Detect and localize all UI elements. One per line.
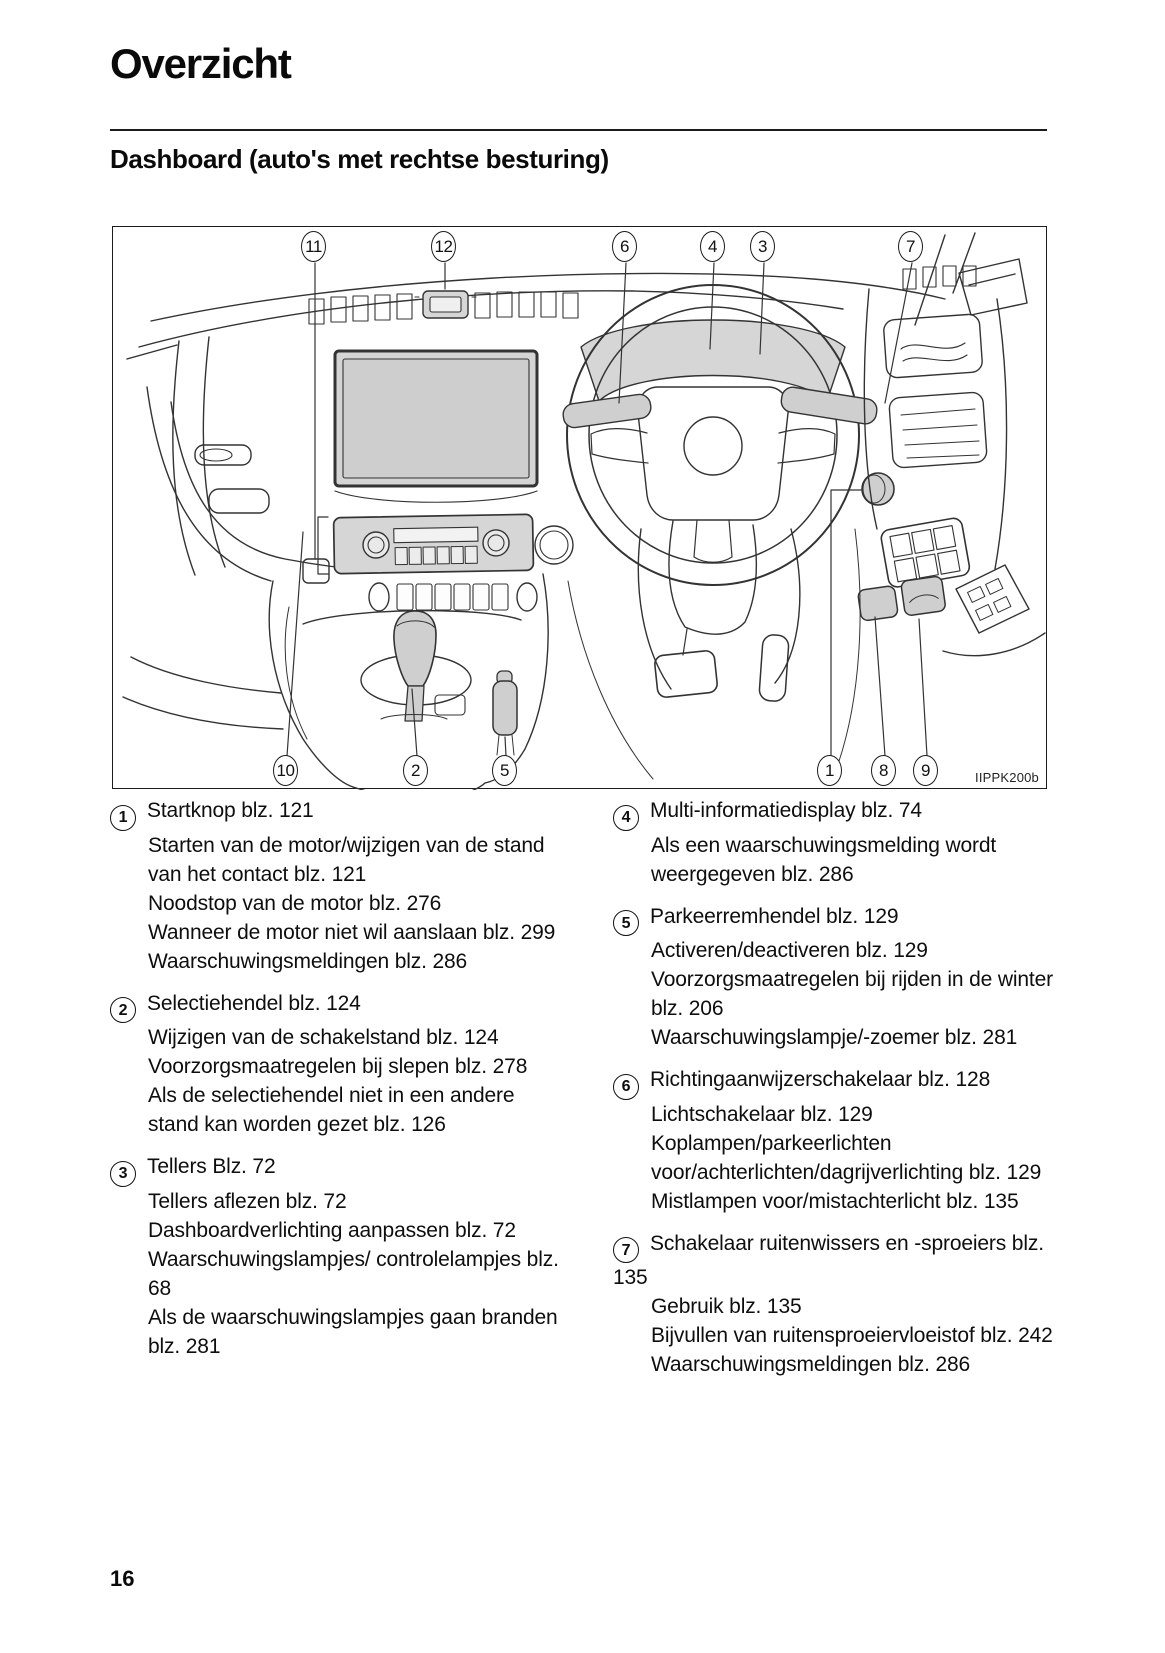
callout-label: 5	[500, 760, 509, 780]
switch-row	[369, 583, 537, 611]
callout-label: 8	[879, 760, 888, 780]
callout-3	[750, 231, 775, 262]
callout-4	[700, 231, 725, 262]
item-number-badge: 4	[613, 805, 639, 831]
right-vents	[864, 289, 1006, 569]
callout-label: 12	[434, 236, 453, 256]
defroster-grid-right	[475, 292, 578, 318]
item-subentry: Als een waarschuwingsmelding wordt weergegeven blz. 286	[651, 833, 997, 886]
item-subentry: Als de selectiehendel niet in een andere stand kan worden gezet blz. 126	[148, 1084, 515, 1136]
item-title: Richtingaanwijzerschakelaar blz. 128	[650, 1068, 991, 1091]
item-number-badge: 1	[110, 805, 136, 831]
callout-label: 4	[708, 236, 717, 256]
item-title: Parkeerremhendel blz. 129	[650, 904, 899, 928]
figure-code: IIPPK200b	[975, 770, 1039, 785]
parts-list-right	[613, 796, 1054, 1392]
dash-lower-edge-left2	[147, 387, 271, 581]
item-title-row	[613, 1229, 1054, 1293]
item-subentry: Lichtschakelaar blz. 129	[651, 1102, 873, 1126]
item-subentry: Waarschuwingsmeldingen blz. 286	[651, 1353, 971, 1376]
touchscreen	[335, 351, 537, 502]
item-title: Tellers Blz. 72	[147, 1155, 276, 1178]
item-title-row	[613, 796, 1054, 831]
item-title: Selectiehendel blz. 124	[147, 991, 361, 1015]
item-title-row	[613, 1065, 1054, 1100]
callout-7	[898, 231, 923, 262]
item-subentry: Bijvullen van ruitensproeiervloeistof blz. 242	[651, 1324, 1053, 1347]
item-title-row	[110, 1152, 559, 1187]
list-item-1	[110, 796, 559, 976]
page-title: Overzicht	[110, 40, 291, 87]
item-title: Schakelaar ruitenwissers en -sproeiers blz. 135	[613, 1231, 1044, 1289]
item-subentry: Wanneer de motor niet wil aanslaan blz. 299	[148, 920, 556, 944]
callout-2	[403, 755, 428, 786]
item-subentry: Waarschuwingslampjes/ controlelampjes blz. 68	[148, 1247, 559, 1300]
list-item-2	[110, 989, 559, 1140]
item-number-badge: 2	[110, 997, 136, 1023]
item-subentry: Als de waarschuwingslampjes gaan branden blz. 281	[148, 1305, 558, 1358]
item-title: Multi-informatiedisplay blz. 74	[650, 799, 922, 822]
left-door	[123, 337, 283, 729]
callout-10	[273, 755, 298, 786]
item-number-badge: 5	[613, 910, 639, 936]
list-item-7	[613, 1229, 1054, 1380]
big-knob	[535, 526, 573, 564]
hazard-switch-unit	[415, 291, 476, 318]
item-subentry: Waarschuwingsmeldingen blz. 286	[148, 949, 468, 973]
callout-6	[612, 231, 637, 262]
parts-list-left	[110, 796, 559, 1374]
callout-11	[301, 231, 326, 262]
item-subentry: Tellers aflezen blz. 72	[148, 1189, 347, 1213]
pedals	[654, 629, 789, 702]
item-subentry: Wijzigen van de schakelstand blz. 124	[148, 1026, 499, 1049]
section-title: Dashboard (auto's met rechtse besturing)	[110, 144, 609, 174]
item-subentry: Koplampen/parkeerlichten voor/achterlichten/dagrijverlichting blz. 129	[651, 1131, 1042, 1184]
item-subentry: Mistlampen voor/mistachterlicht blz. 135	[651, 1189, 1019, 1213]
item-subentry: Noodstop van de motor blz. 276	[148, 891, 442, 915]
list-item-4	[613, 796, 1054, 889]
armrest-switch-bank	[943, 565, 1045, 656]
callout-label: 9	[921, 760, 930, 780]
item-number-badge: 3	[110, 1161, 136, 1187]
callout-5	[492, 755, 517, 786]
start-button	[862, 473, 894, 505]
item-subentry: Voorzorgsmaatregelen bij rijden in de winter blz. 206	[651, 968, 1053, 1020]
dashboard-line-drawing	[113, 227, 1048, 790]
item-subentry: Dashboardverlichting aanpassen blz. 72	[148, 1218, 516, 1242]
callout-1	[817, 755, 842, 786]
item-subentry: Starten van de motor/wijzigen van de stand van het contact blz. 121	[148, 833, 545, 886]
item-number-badge: 7	[613, 1237, 639, 1263]
item-title: Startknop blz. 121	[147, 799, 314, 822]
item-subentry: Activeren/deactiveren blz. 129	[651, 939, 928, 962]
list-item-5	[613, 902, 1054, 1053]
audio-panel	[334, 514, 534, 573]
callout-label: 7	[906, 236, 915, 256]
callout-label: 2	[411, 760, 420, 780]
callout-8	[871, 755, 896, 786]
callout-12	[431, 231, 456, 262]
page-number: 16	[110, 1566, 135, 1591]
item-subentry: Waarschuwingslampje/-zoemer blz. 281	[651, 1026, 1018, 1049]
callout-9	[913, 755, 938, 786]
callout-label: 6	[620, 236, 629, 256]
defroster-grid-left	[309, 294, 412, 324]
title-divider	[110, 129, 1047, 131]
dashboard-diagram	[112, 226, 1047, 789]
list-item-6	[613, 1065, 1054, 1216]
callout-label: 10	[276, 760, 295, 780]
gear-selector	[381, 611, 447, 721]
item-title-row	[110, 796, 559, 831]
list-item-3	[110, 1152, 559, 1361]
defroster-grid-far-right	[903, 266, 976, 289]
item-number-badge: 6	[613, 1074, 639, 1100]
aux-switches	[857, 576, 946, 622]
item-title-row	[613, 902, 1054, 937]
item-title-row	[110, 989, 559, 1024]
item-subentry: Voorzorgsmaatregelen bij slepen blz. 278	[148, 1055, 528, 1078]
mirror-shape	[959, 259, 1027, 315]
callout-label: 1	[825, 760, 834, 780]
windshield-base	[151, 273, 945, 321]
big-knob-inner	[540, 531, 568, 559]
callout-label: 3	[758, 236, 767, 256]
footwell-line	[568, 581, 653, 779]
footwell-line2	[837, 529, 860, 767]
item-subentry: Gebruik blz. 135	[651, 1295, 802, 1318]
callout-label: 11	[305, 236, 322, 256]
